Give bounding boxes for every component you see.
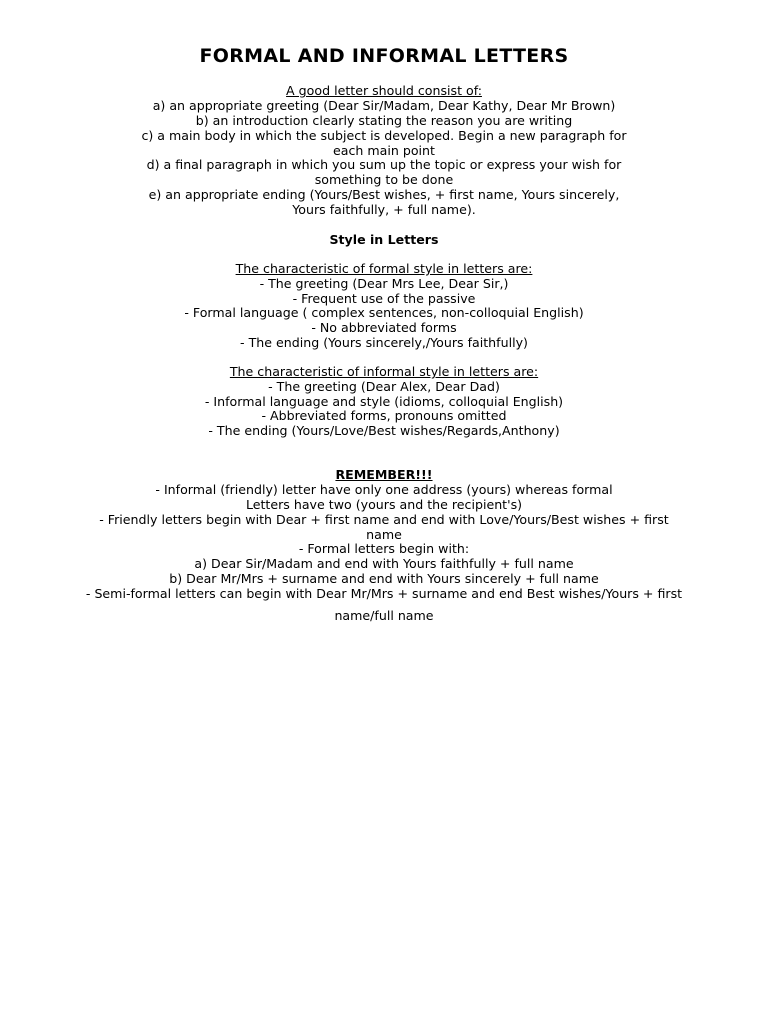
good-letter-line: b) an introduction clearly stating the reason you are writing <box>195 113 573 128</box>
remember-line: - Informal (friendly) letter have only one address (yours) whereas formal <box>155 482 613 497</box>
good-letter-line: Yours faithfully, + full name). <box>292 202 476 217</box>
informal-line: - The ending (Yours/Love/Best wishes/Regards,Anthony) <box>208 423 560 438</box>
informal-line: - Informal language and style (idioms, colloquial English) <box>204 394 564 409</box>
good-letter-line: e) an appropriate ending (Yours/Best wishes, + first name, Yours sincerely, <box>148 187 620 202</box>
good-letter-line: something to be done <box>314 172 454 187</box>
remember-line: name/full name <box>334 608 434 623</box>
style-heading: Style in Letters <box>329 232 439 247</box>
good-letter-line: d) a final paragraph in which you sum up the topic or express your wish for <box>146 157 622 172</box>
formal-line: - No abbreviated forms <box>311 320 457 335</box>
good-letter-line: c) a main body in which the subject is developed. Begin a new paragraph for <box>141 128 627 143</box>
document-title: FORMAL AND INFORMAL LETTERS <box>199 45 569 67</box>
formal-heading: The characteristic of formal style in letters are: <box>235 261 533 276</box>
remember-heading: REMEMBER!!! <box>335 467 433 482</box>
remember-line: - Friendly letters begin with Dear + first name and end with Love/Yours/Best wishes + first <box>99 512 669 527</box>
formal-line: - Formal language ( complex sentences, non-colloquial English) <box>184 305 584 320</box>
good-letter-line: a) an appropriate greeting (Dear Sir/Madam, Dear Kathy, Dear Mr Brown) <box>152 98 616 113</box>
informal-line: - Abbreviated forms, pronouns omitted <box>261 408 507 423</box>
remember-line: Letters have two (yours and the recipient's) <box>245 497 523 512</box>
good-letter-line: each main point <box>333 143 435 158</box>
informal-line: - The greeting (Dear Alex, Dear Dad) <box>268 379 500 394</box>
informal-heading: The characteristic of informal style in letters are: <box>229 364 539 379</box>
formal-line: - The ending (Yours sincerely,/Yours faithfully) <box>240 335 528 350</box>
formal-line: - Frequent use of the passive <box>292 291 476 306</box>
remember-line: - Formal letters begin with: <box>298 541 470 556</box>
good-letter-heading: A good letter should consist of: <box>286 83 482 98</box>
remember-line: - Semi-formal letters can begin with Dear Mr/Mrs + surname and end Best wishes/Yours + first <box>85 586 683 601</box>
remember-line: name <box>366 527 402 542</box>
remember-line: a) Dear Sir/Madam and end with Yours faithfully + full name <box>194 556 574 571</box>
remember-line: b) Dear Mr/Mrs + surname and end with Yours sincerely + full name <box>169 571 599 586</box>
formal-line: - The greeting (Dear Mrs Lee, Dear Sir,) <box>259 276 509 291</box>
